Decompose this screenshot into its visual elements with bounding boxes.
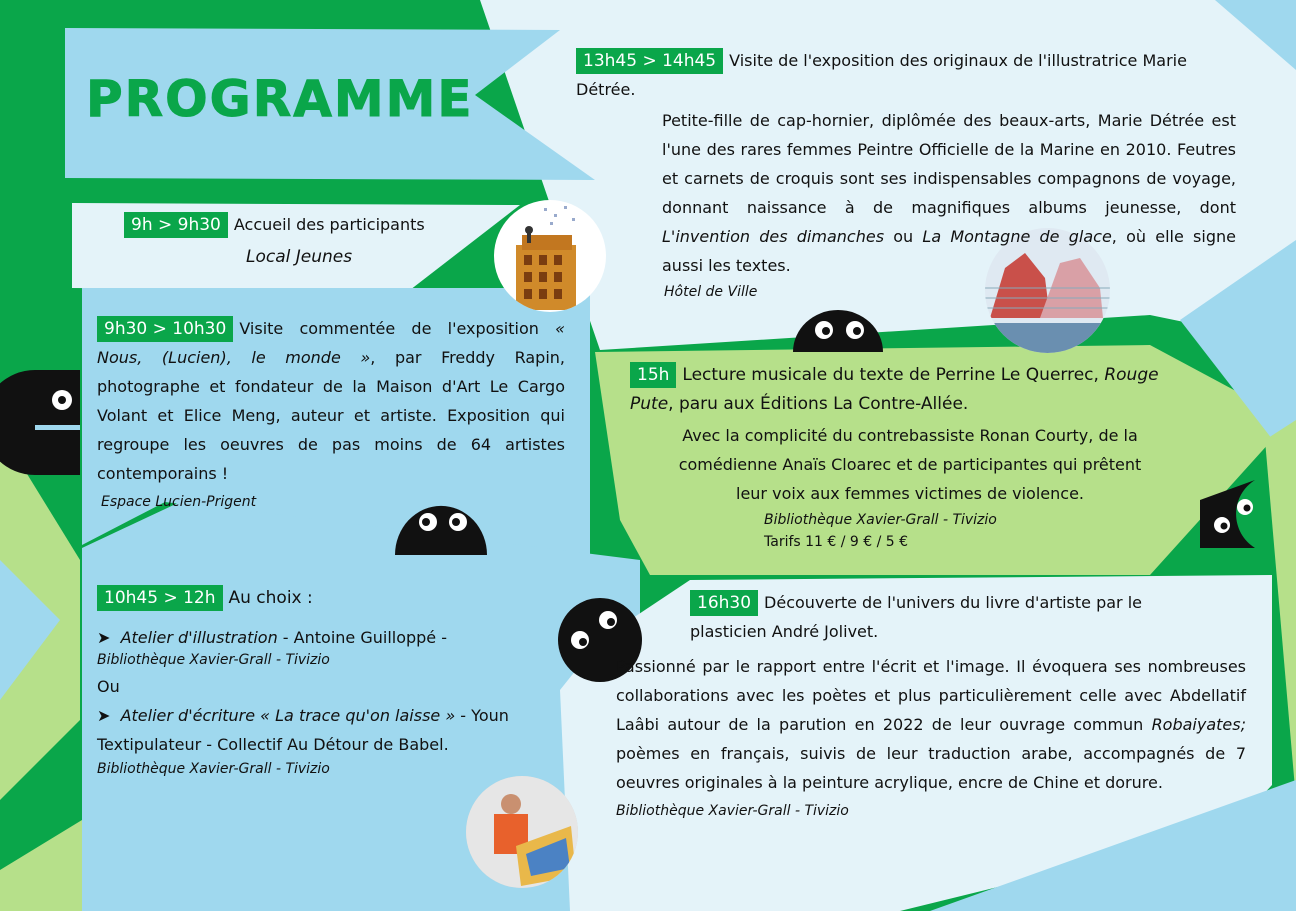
event-body: poèmes en français, suivis de leur traduction arabe, accompagnés de 7 oeuvres originales à la peinture acrylique, encre de Chine et dorure. bbox=[616, 744, 1246, 792]
blob-character-left bbox=[0, 370, 80, 475]
option-or: Ou bbox=[97, 677, 120, 696]
photo-artist-portrait bbox=[466, 776, 578, 888]
event-work-title: L'invention des dimanches bbox=[662, 227, 885, 246]
option-person: - Antoine Guilloppé - bbox=[277, 628, 448, 647]
event-title-continued: , paru aux Éditions La Contre-Allée. bbox=[668, 394, 969, 414]
event-title: Visite de l'exposition des originaux de l'illustratrice Marie Détrée. bbox=[576, 51, 1187, 99]
time-badge: 15h bbox=[630, 362, 676, 388]
time-badge: 13h45 > 14h45 bbox=[576, 48, 723, 74]
time-badge: 16h30 bbox=[690, 590, 758, 616]
event-body-conjunction: ou bbox=[884, 227, 923, 246]
event-place: Local Jeunes bbox=[246, 247, 353, 267]
arrow-icon: ➤ bbox=[97, 628, 121, 647]
option-place: Bibliothèque Xavier-Grall - Tivizio bbox=[97, 761, 330, 777]
event-body: Petite-fille de cap-hornier, diplômée des beaux-arts, Marie Détrée est l'une des rares femmes Peintre Officielle de la Marine en 2010. Feutres et carnets de croquis sont ses indispensables compagnons de voyage, donnant naissance à de magnifiques albums jeunesse, dont bbox=[662, 111, 1236, 217]
event-body: , où elle signe aussi les textes. bbox=[662, 227, 1236, 275]
event-body: Avec la complicité du contrebassiste Ronan Courty, de la comédienne Anaïs Cloarec et de participantes qui prêtent leur voix aux femmes victimes de violence. bbox=[678, 426, 1142, 503]
event-body: , par Freddy Rapin, photographe et fondateur de la Maison d'Art Le Cargo Volant et Elice Meng, auteur et artiste. Exposition qui regroupe les oeuvres de pas moins de 64 artistes contemporains ! bbox=[97, 348, 566, 483]
event-place: Hôtel de Ville bbox=[664, 284, 758, 300]
event-work-title: « Nous, (Lucien), le monde » bbox=[97, 319, 565, 367]
event-prices: Tarifs 11 € / 9 € / 5 € bbox=[764, 534, 909, 550]
event-accueil bbox=[124, 210, 504, 272]
time-badge: 9h30 > 10h30 bbox=[97, 316, 233, 342]
event-work-title: Rouge Pute bbox=[630, 365, 1159, 414]
option-work: Atelier d'illustration bbox=[120, 628, 278, 647]
event-work-title: La Montagne de glace bbox=[922, 227, 1112, 246]
event-livre-artiste bbox=[616, 588, 1246, 819]
event-lecture-musicale bbox=[630, 361, 1190, 550]
event-title: Au choix : bbox=[228, 588, 313, 608]
event-body: Passionné par le rapport entre l'écrit et l'image. Il évoquera ses nombreuses collaborations avec les poètes et plus particulièrement celle avec Abdellatif Laâbi autour de la parution en 2022 de leur ouvrage commun bbox=[616, 657, 1246, 734]
event-place: Espace Lucien-Prigent bbox=[101, 494, 257, 510]
event-visite-commentee bbox=[97, 314, 565, 510]
option-person: - Youn Textipulateur - Collectif Au Détour de Babel. bbox=[97, 706, 509, 754]
event-title: Découverte de l'univers du livre d'artiste par le plasticien André Jolivet. bbox=[690, 593, 1143, 641]
event-place: Bibliothèque Xavier-Grall - Tivizio bbox=[764, 512, 997, 528]
option-place: Bibliothèque Xavier-Grall - Tivizio bbox=[97, 652, 330, 668]
event-title: Lecture musicale du texte de Perrine Le Querrec, bbox=[682, 365, 1105, 385]
event-place: Bibliothèque Xavier-Grall - Tivizio bbox=[616, 803, 849, 819]
option-work: Atelier d'écriture « La trace qu'on laisse » bbox=[120, 706, 456, 725]
event-intro: Visite commentée de l'exposition bbox=[239, 319, 556, 338]
arrow-icon: ➤ bbox=[97, 706, 121, 725]
event-au-choix bbox=[97, 584, 517, 777]
event-exposition-originaux bbox=[576, 46, 1236, 300]
event-title: Accueil des participants bbox=[233, 215, 425, 234]
time-badge: 10h45 > 12h bbox=[97, 585, 223, 611]
page-title: PROGRAMME bbox=[86, 70, 474, 128]
event-work-title: Robaiyates; bbox=[1151, 715, 1246, 734]
time-badge: 9h > 9h30 bbox=[124, 212, 228, 238]
